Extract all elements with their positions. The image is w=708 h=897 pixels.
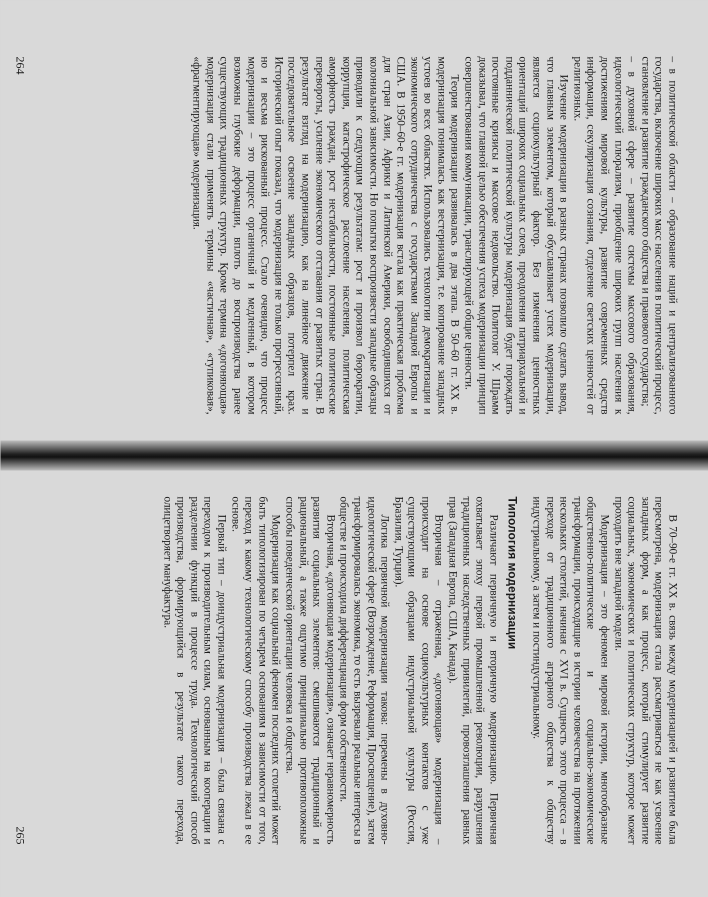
left-paragraph: Теория модернизации развивалась в два этапа. В 50–60 гг. XX в. модернизация понималась как вестернизация, т.е. копирование западных устоев во всех областях. Использовались технологии демократизации и экономического сотрудничества с государствами Западной Европы и США. В 1950–60-е гг. модернизация встала как практическая проблема для стран Азии, Африки и Латинской Америки, освободившихся от колониальной зависимости. Но попытки воспроизвести западные образцы приводили к следующим результатам: рост и произвол бюрократии, коррупция, катастрофическое расслоение населения, политическая аморфность граждан, рост нестабильности, постоянные политические перевороты, усиление экономического отставания от развитых стран. В результате взгляд на модернизацию, как на линейное движение и последовательное освоение западных образцов, потерпел крах. Исторический опыт показал, что модернизация не только прогрессивный, но и весьма рискованный процесс. Стало очевидно, что процесс модернизации – это процесс органичный и медленный, в котором возможны глубокие деформации, вплоть до воспроизводства ранее существующих традиционных структур. Кроме термина «догоняющая» модернизация стали применять термины «частичная», «тупиковая», «фрагментирующая» модернизация.	[190, 56, 461, 414]
right-paragraph: Модернизация как социальный феномен последних столетий может быть типологизирован по четырем основаниям в зависимости от того, переход к какому технологическому способу производства лежал в ее основе.	[228, 496, 282, 844]
page-number-right: 265	[12, 826, 27, 844]
right-paragraph: В 70–90-е гг. XX в. связь между модернизацией и развитием была пересмотрена, модернизация стала рассматриваться не как усвоение западных форм, а как процесс, который стимулирует развитие социальных, экономических и политических структур, которое может проходить вне западной модели.	[611, 496, 678, 844]
right-paragraph: Вторичная – отраженная, «догоняющая» модернизация – происходит на основе социокультурных контактов с уже существующими образцами индустриальной культуры (Россия, Бразилия, Турция).	[391, 496, 445, 844]
right-page	[0, 470, 708, 870]
right-paragraph: Различают первичную и вторичную модернизацию. Первичная охватывает эпоху первой промышленной революции, разрушения традиционных наследственных привилегий, провозглашения равных прав (Западная Европа, США, Канада).	[446, 496, 499, 844]
right-paragraph: Модернизация – это феномен мировой истории, многообразные общественно-политические и социально-экономические трансформации, происходящие в истории человечества на протяжении нескольких столетий, начиная с XVI в. Сущность этого процесса – в переходе от традиционного аграрного общества к обществу индустриальному, а затем и постиндустриальному.	[530, 496, 611, 844]
left-paragraph: – в духовной сфере – развитие системы массового образования, идеологический плюрализм, приобщение широких групп населения к достижениям мировой культуры, развитие современных средств информации, секуляризация сознания, отделение светских ценностей от религиозных.	[570, 56, 638, 414]
left-page	[0, 30, 708, 440]
right-paragraph: Вторичная, «догоняющая модернизация», означает неравномерность развития социальных элементов: смешиваются традиционный и рациональный, а также ощутимо принципиально противоположные способы поведенческой ориентации человека и общества.	[282, 496, 336, 844]
page-number-left: 264	[12, 56, 27, 74]
left-paragraph: Изучение модернизации в разных странах позволило сделать вывод, что главным элементом, который обуславливает успех модернизации, является социокультурный фактор. Без изменения ценностных ориентаций широких социальных слоев, преодоления патриархальной и подданнической политической культуры модернизация будет порождать постоянные кризисы и массовое недовольство. Политолог У. Шрамм доказывал, что главной целью обеспечения успеха модернизации принцип совершенствования коммуникации, транслирующей общие ценности.	[462, 56, 570, 414]
book-gutter	[0, 440, 708, 470]
left-paragraph: – в политической области – образование наций и централизованного государства, включение широких масс населения в политический процесс, становление и развитие гражданского общества и правового государства;	[638, 56, 678, 414]
section-heading: Типология модернизации	[505, 496, 520, 649]
right-paragraph: Логика первичной модернизации такова: перемены в духовно-идеологической сфере (Возрождение, Реформация, Просвещение), затем трансформировалась экономика, то есть вызревали реальные интересы в обществе и происходила дифференциация форм собственности.	[337, 496, 391, 844]
right-paragraph: Первый тип – доиндустриальная модернизация – была связана с переходом к производительным силам, основанным на кооперации и разделении функций в процессе труда. Технологический способ производства, формирующийся в результате такого перехода, олицетворяет мануфактура.	[160, 496, 227, 844]
